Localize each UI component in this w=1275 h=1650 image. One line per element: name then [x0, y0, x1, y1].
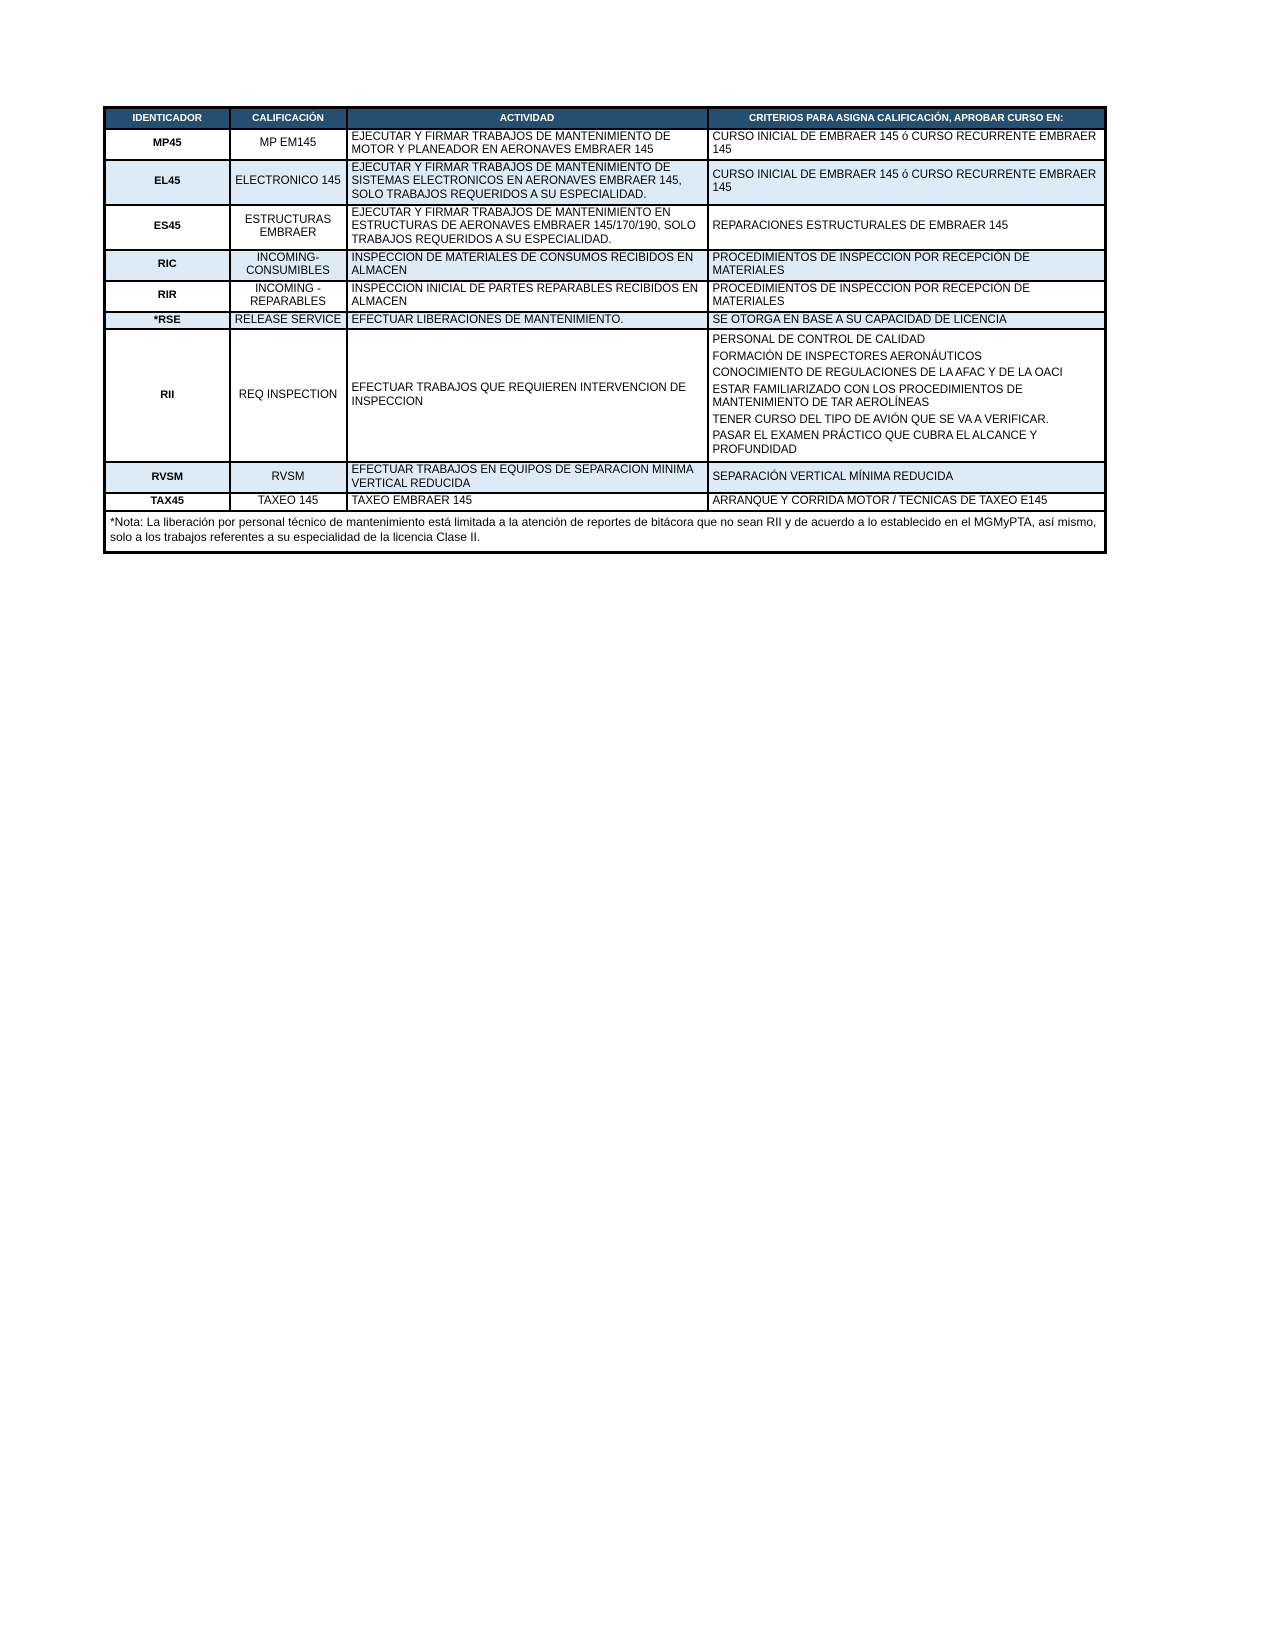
criterios-cell [708, 312, 1106, 330]
actividad-value: TAXEO EMBRAER 145 [347, 493, 708, 511]
identificador-value: MP45 [105, 129, 230, 160]
actividad-value: EFECTUAR TRABAJOS EN EQUIPOS DE SEPARACION MINIMA VERTICAL REDUCIDA [347, 462, 708, 493]
criterio-item: REPARACIONES ESTRUCTURALES DE EMBRAER 145 [712, 220, 1009, 233]
identificador-value: *RSE [105, 312, 230, 330]
col-header-criterios: CRITERIOS PARA ASIGNA CALIFICACIÓN, APROBAR CURSO EN: [708, 108, 1106, 129]
criterio-item: SEPARACIÓN VERTICAL MÍNIMA REDUCIDA [712, 470, 954, 483]
col-header-identificador: IDENTICADOR [105, 108, 230, 129]
criterio-item: PROCEDIMIENTOS DE INSPECCION POR RECEPCIÓN DE MATERIALES [712, 251, 1030, 277]
criterios-cell [708, 493, 1106, 511]
calificacion-value: ELECTRONICO 145 [230, 160, 347, 205]
criterios-cell [708, 329, 1106, 462]
actividad-value: EJECUTAR Y FIRMAR TRABAJOS DE MANTENIMIENTO DE MOTOR Y PLANEADOR EN AERONAVES EMBRAER 145 [347, 129, 708, 160]
footnote-text: *Nota: La liberación por personal técnico de mantenimiento está limitada a la atención de reportes de bitácora que no sean RII y de acuerdo a lo establecido en el MGMyPTA, así mismo, solo a los trabajos referentes a su especialidad de la licencia Clase II. [105, 511, 1106, 553]
actividad-value: INSPECCION INICIAL DE PARTES REPARABLES RECIBIDOS EN ALMACEN [347, 281, 708, 312]
identificador-value: RVSM [105, 462, 230, 493]
identificador-value: RIR [105, 281, 230, 312]
qualifications-table-container [103, 106, 1106, 554]
table-row-rse [105, 312, 1106, 330]
criterio-item: TENER CURSO DEL TIPO DE AVIÓN QUE SE VA A VERIFICAR. [712, 413, 1049, 426]
calificacion-value: INCOMING - REPARABLES [230, 281, 347, 312]
identificador-value: ES45 [105, 205, 230, 250]
identificador-value: EL45 [105, 160, 230, 205]
table-row-rvsm [105, 462, 1106, 493]
actividad-value: INSPECCION DE MATERIALES DE CONSUMOS RECIBIDOS EN ALMACEN [347, 250, 708, 281]
criterio-item: PROCEDIMIENTOS DE INSPECCION POR RECEPCIÓN DE MATERIALES [712, 282, 1030, 308]
table-row-rir [105, 281, 1106, 312]
identificador-value: TAX45 [105, 493, 230, 511]
criterios-cell [708, 281, 1106, 312]
criterios-cell [708, 250, 1106, 281]
criterio-item: FORMACIÓN DE INSPECTORES AERONÁUTICOS [712, 350, 982, 363]
table-row-tax45 [105, 493, 1106, 511]
footnote-row [105, 511, 1106, 553]
calificacion-value: REQ INSPECTION [230, 329, 347, 462]
calificacion-value: RVSM [230, 462, 347, 493]
identificador-value: RII [105, 329, 230, 462]
calificacion-value: TAXEO 145 [230, 493, 347, 511]
criterios-cell [708, 160, 1106, 205]
header-row [105, 108, 1106, 129]
col-header-calificacion: CALIFICACIÓN [230, 108, 347, 129]
table-row-ric [105, 250, 1106, 281]
calificacion-value: MP EM145 [230, 129, 347, 160]
actividad-value: EFECTUAR TRABAJOS QUE REQUIEREN INTERVENCION DE INSPECCION [347, 329, 708, 462]
table-row-rii [105, 329, 1106, 462]
table-row-el45 [105, 160, 1106, 205]
identificador-value: RIC [105, 250, 230, 281]
calificacion-value: ESTRUCTURAS EMBRAER [230, 205, 347, 250]
criterios-cell [708, 129, 1106, 160]
criterio-item: CURSO INICIAL DE EMBRAER 145 ó CURSO RECURRENTE EMBRAER 145 [712, 168, 1097, 194]
actividad-value: EJECUTAR Y FIRMAR TRABAJOS DE MANTENIMIENTO DE SISTEMAS ELECTRONICOS EN AERONAVES EMBRAER 145, SOLO TRABAJOS REQUERIDOS A SU ESPECIALIDAD. [347, 160, 708, 205]
calificacion-value: RELEASE SERVICE [230, 312, 347, 330]
actividad-value: EFECTUAR LIBERACIONES DE MANTENIMIENTO. [347, 312, 708, 330]
actividad-value: EJECUTAR Y FIRMAR TRABAJOS DE MANTENIMIENTO EN ESTRUCTURAS DE AERONAVES EMBRAER 145/170/190, SOLO TRABAJOS REQUERIDOS A SU ESPECIALIDAD. [347, 205, 708, 250]
criterios-cell [708, 462, 1106, 493]
criterio-item: CONOCIMIENTO DE REGULACIONES DE LA AFAC Y DE LA OACI [712, 367, 1063, 379]
calificacion-value: INCOMING-CONSUMIBLES [230, 250, 347, 281]
criterio-item: SE OTORGA EN BASE A SU CAPACIDAD DE LICENCIA [712, 313, 1007, 326]
table-row-mp45 [105, 129, 1106, 160]
criterio-item: ESTAR FAMILIARIZADO CON LOS PROCEDIMIENTOS DE MANTENIMIENTO DE TAR AEROLÍNEAS [712, 383, 1023, 409]
criterio-item: ARRANQUE Y CORRIDA MOTOR / TECNICAS DE TAXEO E145 [712, 495, 1048, 507]
criterio-item: PASAR EL EXAMEN PRÁCTICO QUE CUBRA EL ALCANCE Y PROFUNDIDAD [712, 430, 1037, 456]
criterios-cell [708, 205, 1106, 250]
criterio-item: CURSO INICIAL DE EMBRAER 145 ó CURSO RECURRENTE EMBRAER 145 [712, 130, 1097, 156]
qualifications-table [103, 106, 1107, 554]
criterio-item: PERSONAL DE CONTROL DE CALIDAD [712, 334, 926, 346]
table-row-es45 [105, 205, 1106, 250]
col-header-actividad: ACTIVIDAD [347, 108, 708, 129]
